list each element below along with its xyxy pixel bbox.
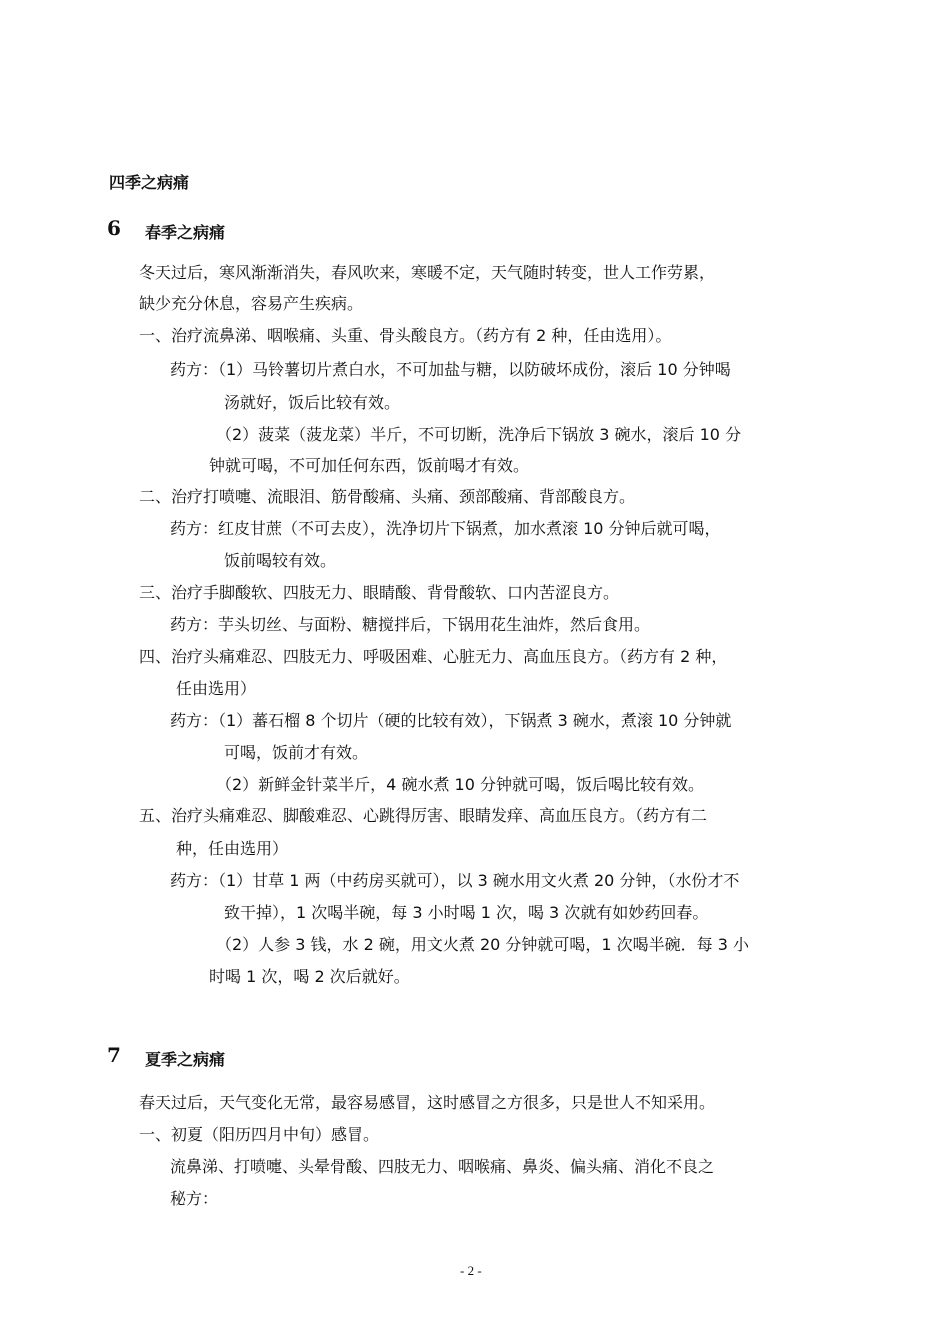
list-item-heading: 任由选用）: [176, 679, 257, 698]
list-item-heading: 一、治疗流鼻涕、咽喉痛、头重、骨头酸良方。（药方有 2 种，任由选用）。: [139, 326, 672, 345]
prescription-line: （2）人参 3 钱，水 2 碗，用文火煮 20 分钟就可喝，1 次喝半碗．每 3 小: [216, 935, 750, 954]
prescription-line: 汤就好，饭后比较有效。: [224, 393, 401, 412]
prescription-line: 药方：（1）马铃薯切片煮白水，不可加盐与糖，以防破坏成份，滚后 10 分钟喝: [170, 360, 731, 379]
section-number: 7: [107, 1043, 121, 1067]
prescription-line: 饭前喝较有效。: [224, 551, 337, 570]
prescription-line: 药方：红皮甘蔗（不可去皮），洗净切片下锅煮，加水煮滚 10 分钟后就可喝，: [170, 519, 721, 538]
prescription-line: 可喝，饭前才有效。: [224, 743, 369, 762]
paragraph-line: 流鼻涕、打喷嚏、头晕骨酸、四肢无力、咽喉痛、鼻炎、偏头痛、消化不良之: [170, 1157, 715, 1176]
document-title: 四季之病痛: [109, 173, 190, 192]
list-item-heading: 种，任由选用）: [176, 839, 289, 858]
page-number: - 2 -: [460, 1263, 482, 1278]
section-title: 夏季之病痛: [145, 1050, 226, 1069]
paragraph-line: 缺少充分休息，容易产生疾病。: [139, 294, 364, 313]
paragraph-line: 秘方：: [170, 1189, 219, 1208]
list-item-heading: 五、治疗头痛难忍、脚酸难忍、心跳得厉害、眼睛发痒、高血压良方。（药方有二: [139, 806, 708, 825]
prescription-line: （2）新鲜金针菜半斤，4 碗水煮 10 分钟就可喝，饭后喝比较有效。: [216, 775, 704, 794]
section-title: 春季之病痛: [145, 223, 226, 242]
list-item-heading: 三、治疗手脚酸软、四肢无力、眼睛酸、背骨酸软、口内苦涩良方。: [139, 583, 620, 602]
prescription-line: 致干掉），1 次喝半碗，每 3 小时喝 1 次，喝 3 次就有如妙药回春。: [224, 903, 709, 922]
prescription-line: 时喝 1 次，喝 2 次后就好。: [209, 967, 410, 986]
paragraph-line: 冬天过后，寒风渐渐消失，春风吹来，寒暖不定，天气随时转变，世人工作劳累，: [139, 263, 716, 282]
prescription-line: 钟就可喝，不可加任何东西，饭前喝才有效。: [209, 456, 530, 475]
prescription-line: 药方：（1）蕃石榴 8 个切片（硬的比较有效），下锅煮 3 碗水，煮滚 10 分钟就: [170, 711, 732, 730]
prescription-line: （2）菠菜（菠龙菜）半斤，不可切断，洗净后下锅放 3 碗水，滚后 10 分: [216, 425, 742, 444]
list-item-heading: 四、治疗头痛难忍、四肢无力、呼吸困难、心脏无力、高血压良方。（药方有 2 种，: [139, 647, 728, 666]
paragraph-line: 春天过后，天气变化无常，最容易感冒，这时感冒之方很多，只是世人不知采用。: [139, 1093, 716, 1112]
list-item-heading: 二、治疗打喷嚏、流眼泪、筋骨酸痛、头痛、颈部酸痛、背部酸良方。: [139, 487, 636, 506]
prescription-line: 药方：芋头切丝、与面粉、糖搅拌后，下锅用花生油炸，然后食用。: [170, 615, 651, 634]
section-number: 6: [107, 216, 121, 240]
list-item-heading: 一、初夏（阳历四月中旬）感冒。: [139, 1125, 380, 1144]
prescription-line: 药方：（1）甘草 1 两（中药房买就可），以 3 碗水用文火煮 20 分钟，（水份才不: [170, 871, 740, 890]
